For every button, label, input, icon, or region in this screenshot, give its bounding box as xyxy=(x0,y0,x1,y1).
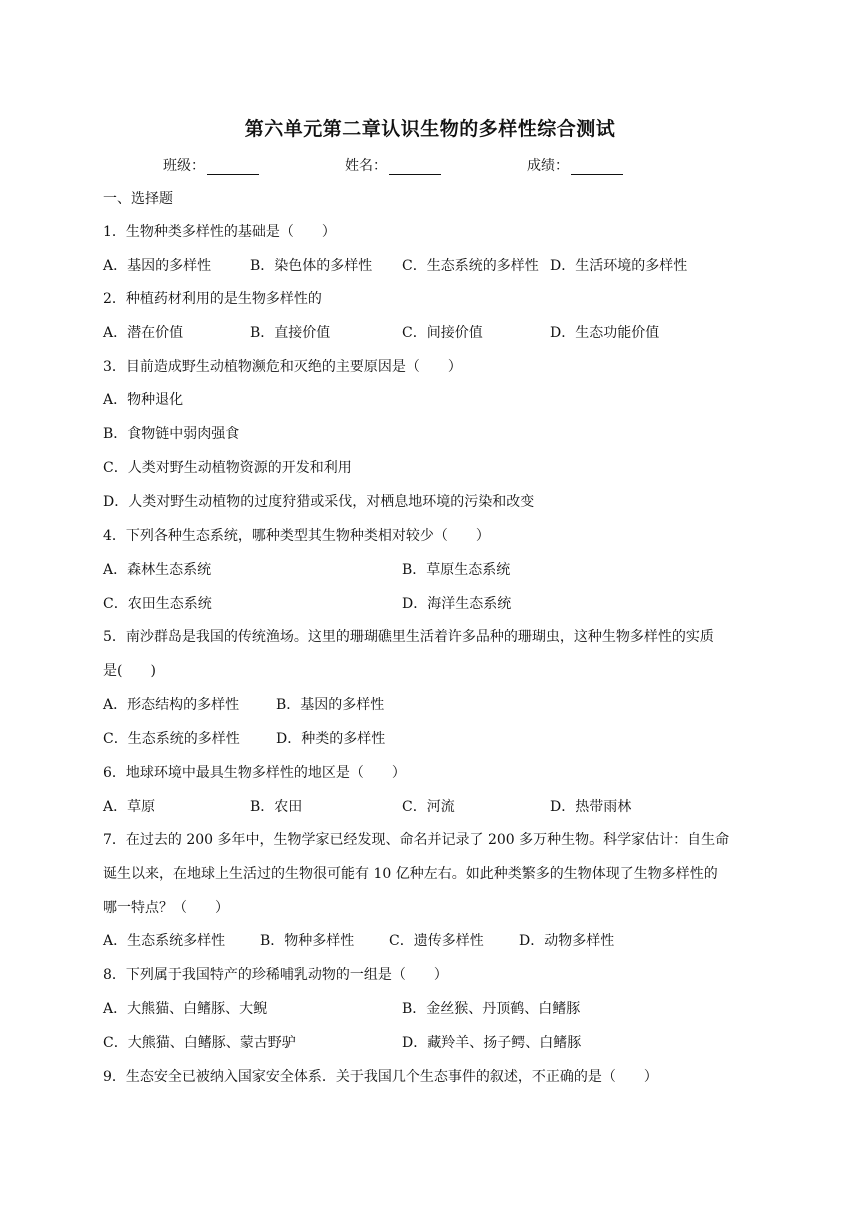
name-blank[interactable] xyxy=(389,160,441,175)
q6-stem: 6．地球环境中最具生物多样性的地区是（ ） xyxy=(103,765,406,781)
score-label: 成绩： xyxy=(527,158,569,174)
q6-option-a: A．草原 xyxy=(103,799,156,815)
q6-option-c: C．河流 xyxy=(402,799,455,815)
q8-option-c: C．大熊猫、白鳍豚、蒙古野驴 xyxy=(103,1035,296,1051)
q2-option-d: D．生态功能价值 xyxy=(550,325,660,341)
q8-option-b: B．金丝猴、丹顶鹤、白鳍豚 xyxy=(402,1001,581,1017)
name-label: 姓名： xyxy=(345,158,387,174)
q5-stem-line2: 是( ) xyxy=(103,663,156,679)
q4-option-c: C．农田生态系统 xyxy=(103,596,212,612)
q4-option-b: B．草原生态系统 xyxy=(402,562,511,578)
q3-stem: 3．目前造成野生动植物濒危和灭绝的主要原因是（ ） xyxy=(103,359,462,375)
class-label: 班级： xyxy=(163,158,205,174)
q2-option-b: B．直接价值 xyxy=(250,325,331,341)
q7-option-a: A．生态系统多样性 xyxy=(103,933,226,949)
class-field xyxy=(163,155,259,175)
q2-option-c: C．间接价值 xyxy=(402,325,483,341)
q1-option-c: C．生态系统的多样性 xyxy=(402,258,539,274)
name-field xyxy=(345,155,441,175)
q3-option-b: B．食物链中弱肉强食 xyxy=(103,426,240,442)
q1-option-b: B．染色体的多样性 xyxy=(250,258,373,274)
q1-stem: 1．生物种类多样性的基础是（ ） xyxy=(103,224,336,240)
section-heading: 一、选择题 xyxy=(103,191,173,207)
q5-option-a: A．形态结构的多样性 xyxy=(103,697,240,713)
q4-option-a: A．森林生态系统 xyxy=(103,562,212,578)
q2-option-a: A．潜在价值 xyxy=(103,325,184,341)
q5-option-c: C．生态系统的多样性 xyxy=(103,731,240,747)
score-field xyxy=(527,155,623,175)
q9-stem: 9．生态安全已被纳入国家安全体系．关于我国几个生态事件的叙述，不正确的是（ ） xyxy=(103,1069,658,1085)
class-blank[interactable] xyxy=(207,160,259,175)
q1-option-a: A．基因的多样性 xyxy=(103,258,212,274)
q5-option-b: B．基因的多样性 xyxy=(276,697,385,713)
q3-option-c: C．人类对野生动植物资源的开发和利用 xyxy=(103,460,352,476)
q7-stem-line3: 哪一特点？（ ） xyxy=(103,900,229,916)
q7-stem-line2: 诞生以来，在地球上生活过的生物很可能有 10 亿种左右。如此种类繁多的生物体现了生物多样性的 xyxy=(103,866,718,882)
q3-option-a: A．物种退化 xyxy=(103,392,184,408)
q5-option-d: D．种类的多样性 xyxy=(276,731,386,747)
score-blank[interactable] xyxy=(571,160,623,175)
q7-option-d: D．动物多样性 xyxy=(519,933,615,949)
q8-option-d: D．藏羚羊、扬子鳄、白鳍豚 xyxy=(402,1035,582,1051)
q8-option-a: A．大熊猫、白鳍豚、大鲵 xyxy=(103,1001,268,1017)
q6-option-d: D．热带雨林 xyxy=(550,799,632,815)
q7-stem-line1: 7．在过去的 200 多年中，生物学家已经发现、命名并记录了 200 多万种生物。科学家估计：自生命 xyxy=(103,832,730,848)
q4-stem: 4．下列各种生态系统，哪种类型其生物种类相对较少（ ） xyxy=(103,528,490,544)
q3-option-d: D．人类对野生动植物的过度狩猎或采伐，对栖息地环境的污染和改变 xyxy=(103,494,535,510)
q2-stem: 2．种植药材利用的是生物多样性的 xyxy=(103,291,322,307)
page-title: 第六单元第二章认识生物的多样性综合测试 xyxy=(244,118,616,140)
q7-option-c: C．遗传多样性 xyxy=(389,933,484,949)
q6-option-b: B．农田 xyxy=(250,799,303,815)
q5-stem-line1: 5．南沙群岛是我国的传统渔场。这里的珊瑚礁里生活着许多品种的珊瑚虫，这种生物多样性的实质 xyxy=(103,629,714,645)
q7-option-b: B．物种多样性 xyxy=(260,933,355,949)
q8-stem: 8．下列属于我国特产的珍稀哺乳动物的一组是（ ） xyxy=(103,967,448,983)
q1-option-d: D．生活环境的多样性 xyxy=(550,258,688,274)
q4-option-d: D．海洋生态系统 xyxy=(402,596,512,612)
